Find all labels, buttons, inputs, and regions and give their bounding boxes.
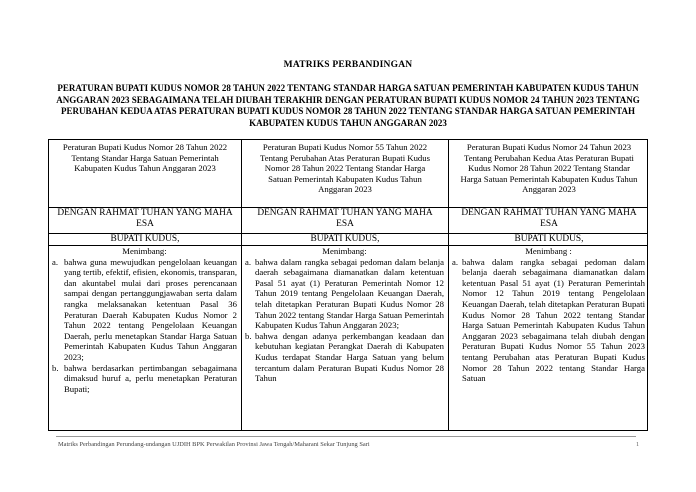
document-subtitle: PERATURAN BUPATI KUDUS NOMOR 28 TAHUN 2022 TENTANG STANDAR HARGA SATUAN PEMERINTAH KABUPATEN KUDUS TAHUN ANGGARAN 2023 SEBAGAIMANA TELAH DIUBAH TERAKHIR DENGAN PERATURAN BUPATI KUDUS NOMOR 24 TAHUN 2023 TENTANG PERUBAHAN KEDUA ATAS PERATURAN BUPATI KUDUS NOMOR 28 TAHUN 2022 TENTANG STANDAR HARGA SATUAN PEMERINTAH KABUPATEN KUDUS TAHUN ANGGARAN 2023 (56, 83, 640, 128)
menimbang-cell (242, 246, 448, 384)
menimbang-label: Menimbang: (122, 246, 167, 256)
matrix-column-perbup-24-2023 (449, 140, 648, 430)
list-item-label: a. (452, 256, 459, 267)
list-item-text: bahwa berdasarkan pertimbangan sebagaimana dimaksud huruf a, perlu menetapkan Peraturan Bupati; (64, 362, 237, 394)
menimbang-cell (49, 246, 241, 394)
list-item-text: bahwa dalam rangka sebagai pedoman dalam belanja daerah sebagaimana diamanatkan dalam ketentuan Pasal 51 ayat (1) Peraturan Pemerintah Nomor 12 Tahun 2019 tentang Pengelolaan Keuangan Daerah, telah ditetapkan Peraturan Bupati Kudus Nomor 28 Tahun 2022 tentang Standar Harga Satuan Pemerintah Kabupaten Kudus Tahun Anggaran 2023 sebagaimana telah diubah dengan Peraturan Bupati Kudus Nomor 55 Tahun 2023 tentang Perubahan atas Peraturan Bupati Kudus Nomor 28 Tahun 2022 tentang Standar Harga Satuan (462, 256, 645, 384)
menimbang-label: Menimbang: (322, 246, 367, 256)
list-item (245, 331, 444, 384)
bupati-cell: BUPATI KUDUS, (449, 234, 648, 246)
bupati-cell: BUPATI KUDUS, (242, 234, 448, 246)
list-item-text: bahwa dalam rangka sebagai pedoman dalam belanja daerah sebagaimana diamanatkan dalam ketentuan Pasal 51 ayat (1) Peraturan Pemerintah Nomor 12 Tahun 2019 tentang Pengelolaan Keuangan Daerah, telah ditetapkan Peraturan Bupati Kudus Nomor 28 Tahun 2022 tentang Standar Harga Satuan Pemerintah Kabupaten Kudus Tahun Anggaran 2023; (255, 256, 444, 331)
list-item-text: bahwa guna mewujudkan pengelolaan keuangan yang tertib, efektif, efisien, ekonomis, transparan, dan akuntabel mulai dari proses perencanaan sampai dengan pertanggungjawaban serta dalam rangka melaksanakan ketentuan Pasal 36 Peraturan Daerah Kabupaten Kudus Nomor 2 Tahun 2022 tentang Pengelolaan Keuangan Daerah, perlu menetapkan Standar Harga Satuan Pemerintah Kabupaten Kudus Tahun Anggaran 2023; (64, 256, 237, 362)
comparison-matrix (48, 139, 648, 431)
document-title: MATRIKS PERBANDINGAN (283, 60, 413, 70)
menimbang-label: Menimbang : (525, 246, 572, 256)
menimbang-cell (449, 246, 648, 384)
list-item-label: b. (245, 330, 252, 341)
matrix-column-perbup-55-2022 (242, 140, 449, 430)
list-item-label: a. (245, 256, 252, 267)
list-item-label: a. (52, 256, 59, 267)
dengan-rahmat-cell: DENGAN RAHMAT TUHAN YANG MAHA ESA (449, 208, 648, 234)
list-item (245, 257, 444, 331)
footer-divider (56, 436, 636, 437)
list-item-text: bahwa dengan adanya perkembangan keadaan dan kebutuhan kegiatan Perangkat Daerah di Kabupaten Kudus terdapat Standar Harga Satuan yang belum tercantum dalam Peraturan Bupati Kudus Nomor 28 Tahun (255, 330, 444, 384)
dengan-rahmat-cell: DENGAN RAHMAT TUHAN YANG MAHA ESA (49, 208, 241, 234)
page-number: 1 (636, 441, 640, 448)
bupati-cell: BUPATI KUDUS, (49, 234, 241, 246)
list-item (52, 363, 237, 395)
matrix-column-perbup-28-2022 (49, 140, 242, 430)
list-item (452, 257, 645, 384)
list-item (52, 257, 237, 363)
list-item-label: b. (52, 362, 59, 373)
column-header: Peraturan Bupati Kudus Nomor 28 Tahun 2022 Tentang Standar Harga Satuan Pemerintah Kabupaten Kudus Tahun Anggaran 2023 (49, 140, 241, 208)
page-footer: Matriks Perbandingan Perundang-undangan UJDIH BPK Perwakilan Provinsi Jawa Tengah/Maharani Sekar Tunjung Sari (58, 441, 370, 448)
column-header: Peraturan Bupati Kudus Nomor 24 Tahun 2023 Tentang Perubahan Kedua Atas Peraturan Bupati Kudus Nomor 28 Tahun 2022 Tentang Standar Harga Satuan Pemerintah Kabupaten Kudus Tahun Anggaran 2023 (449, 140, 648, 208)
column-header: Peraturan Bupati Kudus Nomor 55 Tahun 2022 Tentang Perubahan Atas Peraturan Bupati Kudus Nomor 28 Tahun 2022 Tentang Standar Harga Satuan Pemerintah Kabupaten Kudus Tahun Anggaran 2023 (242, 140, 448, 208)
dengan-rahmat-cell: DENGAN RAHMAT TUHAN YANG MAHA ESA (242, 208, 448, 234)
